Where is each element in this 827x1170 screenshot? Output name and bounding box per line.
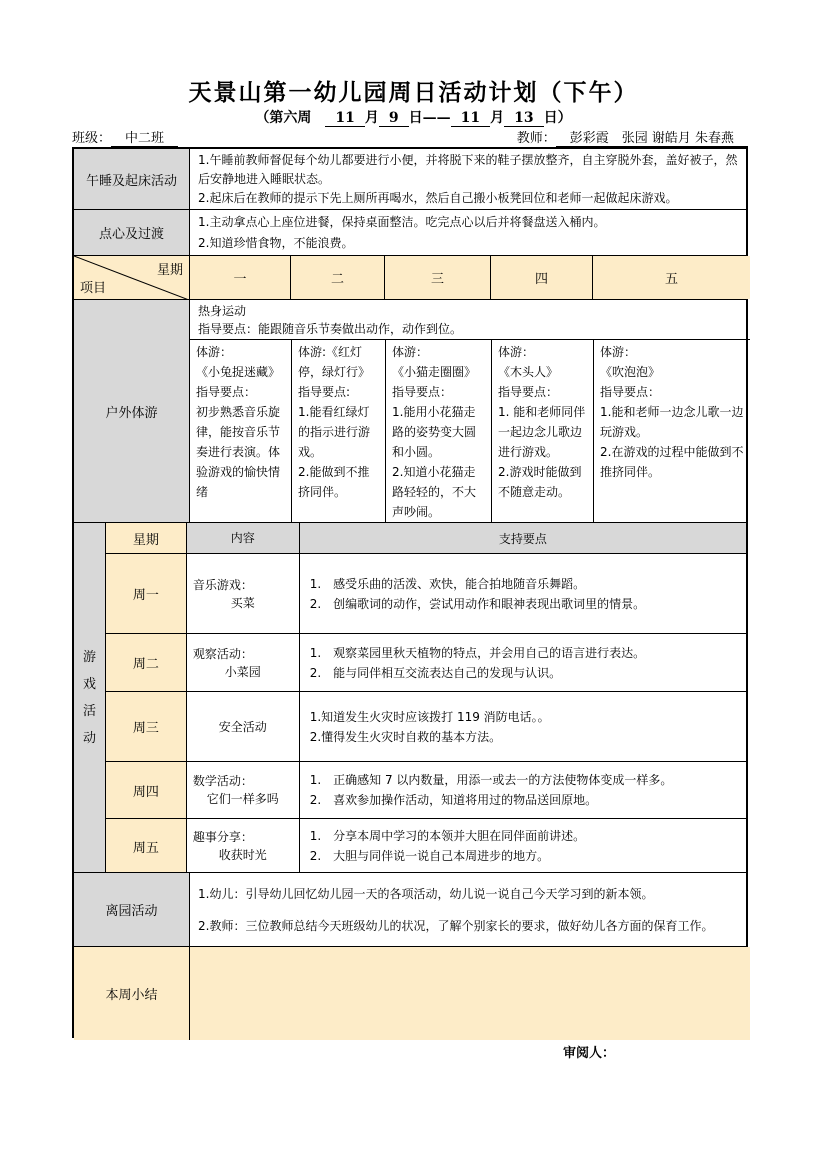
game-point: 1. 分享本周中学习的本领并大胆在同伴面前讲述。 bbox=[309, 829, 586, 843]
leave-line-2: 2.教师：三位教师总结今天班级幼儿的状况，了解个别家长的要求，做好幼儿各方面的保育工作。 bbox=[198, 918, 714, 933]
section-games bbox=[74, 522, 746, 872]
day2-blank: 13 bbox=[504, 110, 543, 127]
outdoor-day-fri bbox=[593, 340, 751, 524]
row-leave bbox=[74, 872, 746, 946]
row-nap bbox=[74, 149, 746, 209]
class-label: 班级： bbox=[72, 131, 112, 146]
snack-label: 点心及过渡 bbox=[74, 210, 189, 255]
game-row-thu bbox=[106, 761, 746, 818]
warmup-title: 热身运动 bbox=[198, 304, 247, 318]
month1-unit: 月 bbox=[364, 110, 379, 126]
nap-content bbox=[189, 149, 750, 209]
game-content-line: 观察活动： bbox=[192, 646, 253, 661]
outdoor-mon-line: 指导要点： bbox=[196, 385, 257, 399]
class-value: 中二班 bbox=[111, 127, 178, 147]
outdoor-day-wed bbox=[385, 340, 491, 524]
outdoor-tue-line: 指导要点: bbox=[298, 385, 351, 399]
outdoor-thu-line: 2.游戏时能做到不随意走动。 bbox=[498, 465, 582, 499]
nap-label: 午睡及起床活动 bbox=[74, 149, 189, 209]
games-body bbox=[105, 523, 746, 872]
day-header-wed: 三 bbox=[384, 256, 490, 299]
subtitle-suffix: 日） bbox=[543, 110, 572, 126]
game-content-line: 买菜 bbox=[230, 595, 255, 610]
reviewer-label: 审阅人： bbox=[563, 1046, 616, 1061]
games-header-row bbox=[106, 523, 746, 553]
game-content bbox=[186, 819, 299, 873]
outdoor-wed-line: 指导要点： bbox=[392, 385, 453, 399]
game-point: 1. 感受乐曲的活泼、欢快，能合拍地随音乐舞蹈。 bbox=[309, 576, 586, 591]
leave-line-1: 1.幼儿：引导幼儿回忆幼儿园一天的各项活动，幼儿说一说自己今天学习到的新本领。 bbox=[198, 886, 654, 901]
month2-unit: 月 bbox=[490, 110, 505, 126]
outdoor-fri-line: 指导要点： bbox=[600, 385, 661, 399]
outdoor-body bbox=[189, 300, 750, 522]
outdoor-wed-line: 体游： bbox=[392, 345, 429, 359]
date-dash: —— bbox=[422, 110, 451, 126]
game-row-wed bbox=[106, 691, 746, 761]
subtitle-prefix: （第六周 bbox=[255, 110, 312, 126]
game-point: 2. 大胆与同伴说一说自己本周进步的地方。 bbox=[309, 849, 550, 863]
outdoor-label: 户外体游 bbox=[74, 300, 189, 522]
game-content bbox=[186, 634, 299, 691]
game-content bbox=[186, 554, 299, 633]
outdoor-thu-line: 1. 能和老师同伴一起边念儿歌边进行游戏。 bbox=[498, 405, 586, 459]
games-header-content bbox=[186, 523, 299, 553]
leave-content bbox=[189, 873, 750, 946]
outdoor-tue-line: 体游:《红灯停，绿灯行》 bbox=[298, 345, 371, 379]
corner-cell bbox=[74, 256, 189, 299]
day1-unit: 日 bbox=[408, 110, 423, 126]
game-day-label: 周二 bbox=[106, 634, 186, 691]
plan-table bbox=[72, 147, 748, 1038]
game-content-line: 音乐游戏： bbox=[192, 577, 253, 592]
game-content-line: 收获时光 bbox=[218, 848, 267, 862]
game-point: 2. 能与同伴相互交流表达自己的发现与认识。 bbox=[309, 665, 562, 680]
week-date-line bbox=[0, 107, 827, 127]
outdoor-thu-line: 体游： bbox=[498, 345, 535, 359]
outdoor-fri-line: 体游： bbox=[600, 345, 637, 359]
game-points bbox=[299, 819, 746, 873]
game-row-tue bbox=[106, 633, 746, 691]
outdoor-mon-line: 《小兔捉迷藏》 bbox=[196, 365, 281, 379]
game-content-line: 趣事分享： bbox=[192, 830, 253, 844]
outdoor-day-thu bbox=[491, 340, 593, 524]
game-content bbox=[186, 762, 299, 818]
outdoor-tue-line: 2.能做到不推挤同伴。 bbox=[298, 465, 370, 499]
teacher-label: 教师： bbox=[516, 131, 556, 146]
outdoor-wed-line: 《小猫走圈圈》 bbox=[392, 365, 477, 379]
game-point: 2.懂得发生火灾时自救的基本方法。 bbox=[309, 729, 502, 744]
game-row-fri bbox=[106, 818, 746, 873]
outdoor-thu-line: 《木头人》 bbox=[498, 365, 559, 379]
game-content bbox=[186, 692, 299, 761]
page-title: 天景山第一幼儿园周日活动计划（下午） bbox=[188, 79, 639, 106]
game-point: 1. 正确感知 7 以内数量，用添一或去一的方法使物体变成一样多。 bbox=[309, 773, 673, 787]
game-point: 1.知道发生火灾时应该拨打 119 消防电话。。 bbox=[309, 709, 550, 724]
outdoor-thu-line: 指导要点： bbox=[498, 385, 559, 399]
nap-line-2: 2.起床后在教师的提示下先上厕所再喝水，然后自己搬小板凳回位和老师一起做起床游戏。 bbox=[198, 191, 678, 205]
game-day-label: 周五 bbox=[106, 819, 186, 873]
game-day-label: 周三 bbox=[106, 692, 186, 761]
games-header-content-label: 内容 bbox=[230, 531, 255, 545]
outdoor-wed-line: 2.知道小花猫走路轻轻的，不大声吵闹。 bbox=[392, 465, 477, 519]
row-outdoor bbox=[74, 299, 746, 522]
games-vertical-label-cell bbox=[74, 523, 105, 872]
game-point: 2. 喜欢参加操作活动，知道将用过的物品送回原地。 bbox=[309, 793, 598, 807]
games-vertical-label: 游戏活动 bbox=[82, 649, 96, 746]
day-header-mon: 一 bbox=[189, 256, 290, 299]
summary-label: 本周小结 bbox=[74, 947, 189, 1040]
game-points bbox=[299, 692, 746, 761]
teacher-field bbox=[517, 127, 748, 147]
outdoor-columns bbox=[190, 340, 750, 524]
corner-item-label: 项目 bbox=[80, 281, 107, 296]
teacher-value: 彭彩霞 张园 谢皓月 朱春燕 bbox=[556, 127, 748, 147]
game-content-line: 数学活动： bbox=[192, 774, 253, 788]
meta-row bbox=[72, 127, 748, 147]
snack-line-1: 1.主动拿点心上座位进餐，保持桌面整洁。吃完点心以后并将餐盘送入桶内。 bbox=[198, 215, 606, 229]
outdoor-mon-line: 初步熟悉音乐旋律，能按音乐节奏进行表演。体验游戏的愉快情绪 bbox=[196, 405, 281, 499]
outdoor-fri-line: 2.在游戏的过程中能做到不推挤同伴。 bbox=[600, 445, 744, 479]
game-content-line: 安全活动 bbox=[218, 719, 267, 734]
class-field bbox=[72, 127, 178, 147]
leave-label: 离园活动 bbox=[74, 873, 189, 946]
game-day-label: 周一 bbox=[106, 554, 186, 633]
games-header-points-label: 支持要点 bbox=[498, 531, 547, 546]
snack-line-2: 2.知道珍惜食物，不能浪费。 bbox=[198, 236, 354, 250]
month2-blank: 11 bbox=[451, 110, 490, 127]
month1-blank: 11 bbox=[325, 110, 364, 127]
outdoor-fri-line: 《吹泡泡》 bbox=[600, 365, 661, 379]
game-day-label: 周四 bbox=[106, 762, 186, 818]
outdoor-fri-line: 1.能和老师一边念儿歌一边玩游戏。 bbox=[600, 405, 744, 439]
outdoor-wed-line: 1.能用小花猫走路的姿势变大圆和小圆。 bbox=[392, 405, 477, 459]
outdoor-day-mon bbox=[190, 340, 291, 524]
summary-content bbox=[189, 947, 750, 1040]
outdoor-tue-line: 1.能看红绿灯的指示进行游戏。 bbox=[298, 405, 371, 459]
outdoor-mon-line: 体游： bbox=[196, 345, 233, 359]
warmup-cell bbox=[190, 300, 750, 340]
day-header-thu: 四 bbox=[490, 256, 592, 299]
day-header-tue: 二 bbox=[290, 256, 384, 299]
row-summary bbox=[74, 946, 746, 1040]
game-content-line: 它们一样多吗 bbox=[206, 792, 279, 806]
row-snack bbox=[74, 209, 746, 255]
nap-line-1: 1.午睡前教师督促每个幼儿都要进行小便，并将脱下来的鞋子摆放整齐，自主穿脱外套，盖好被子，然后安静地进入睡眠状态。 bbox=[198, 153, 738, 186]
game-points bbox=[299, 762, 746, 818]
game-points bbox=[299, 554, 746, 633]
game-content-line: 小菜园 bbox=[224, 664, 261, 679]
outdoor-day-tue bbox=[291, 340, 385, 524]
games-header-points bbox=[299, 523, 746, 553]
day-header-fri: 五 bbox=[592, 256, 750, 299]
game-points bbox=[299, 634, 746, 691]
corner-week-label: 星期 bbox=[156, 263, 183, 278]
game-point: 2. 创编歌词的动作，尝试用动作和眼神表现出歌词里的情景。 bbox=[309, 596, 646, 611]
snack-content bbox=[189, 210, 750, 255]
game-row-mon bbox=[106, 553, 746, 633]
row-days-header bbox=[74, 255, 746, 299]
day1-blank: 9 bbox=[379, 110, 409, 127]
warmup-point: 指导要点：能跟随音乐节奏做出动作，动作到位。 bbox=[198, 322, 463, 336]
games-header-week: 星期 bbox=[106, 523, 186, 553]
game-point: 1. 观察菜园里秋天植物的特点，并会用自己的语言进行表达。 bbox=[309, 645, 646, 660]
